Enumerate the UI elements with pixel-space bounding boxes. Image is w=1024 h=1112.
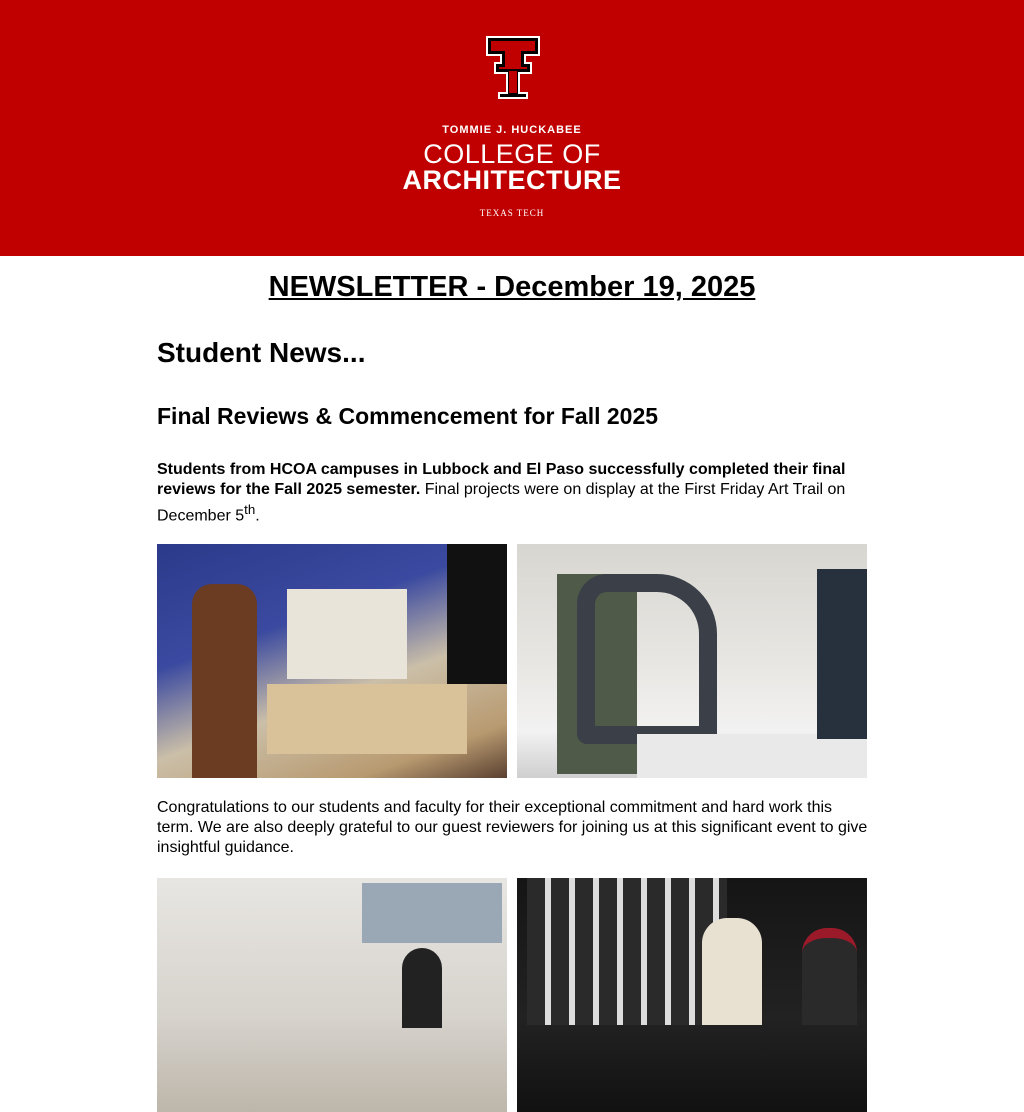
article-intro	[157, 460, 869, 526]
photo-student-presenting-models[interactable]	[517, 878, 867, 1112]
college-name-line2: ARCHITECTURE	[402, 165, 622, 195]
photo-final-review-models[interactable]	[157, 544, 507, 778]
section-heading: Student News...	[157, 337, 366, 368]
intro-sup: th	[244, 502, 256, 517]
photo-3d-printed-model[interactable]	[517, 544, 867, 778]
intro-end: .	[255, 507, 260, 525]
university-name: TEXAS TECH	[479, 208, 545, 218]
newsletter-header	[0, 0, 1024, 256]
article-congrats: Congratulations to our students and faculty for their exceptional commitment and hard work this term. We are also deeply grateful to our guest reviewers for joining us at this significant event to give insightful guidance.	[157, 799, 868, 857]
photo-student-presenting-boards[interactable]	[157, 878, 507, 1112]
intro-text: Final projects were on display at the First Friday Art Trail on December 5	[157, 481, 846, 525]
photo-row-1	[157, 544, 869, 778]
double-t-logo	[485, 35, 541, 100]
newsletter-content	[157, 337, 869, 1112]
college-name-line1: COLLEGE OF	[423, 139, 601, 169]
article-heading: Final Reviews & Commencement for Fall 2025	[157, 403, 659, 429]
photo-row-2	[157, 878, 869, 1112]
intro-bold: Students from HCOA campuses in Lubbock and El Paso successfully completed their final reviews for the Fall 2025 semester.	[157, 461, 846, 498]
college-subtitle: TOMMIE J. HUCKABEE	[442, 124, 582, 136]
newsletter-title: NEWSLETTER - December 19, 2025	[268, 271, 756, 303]
